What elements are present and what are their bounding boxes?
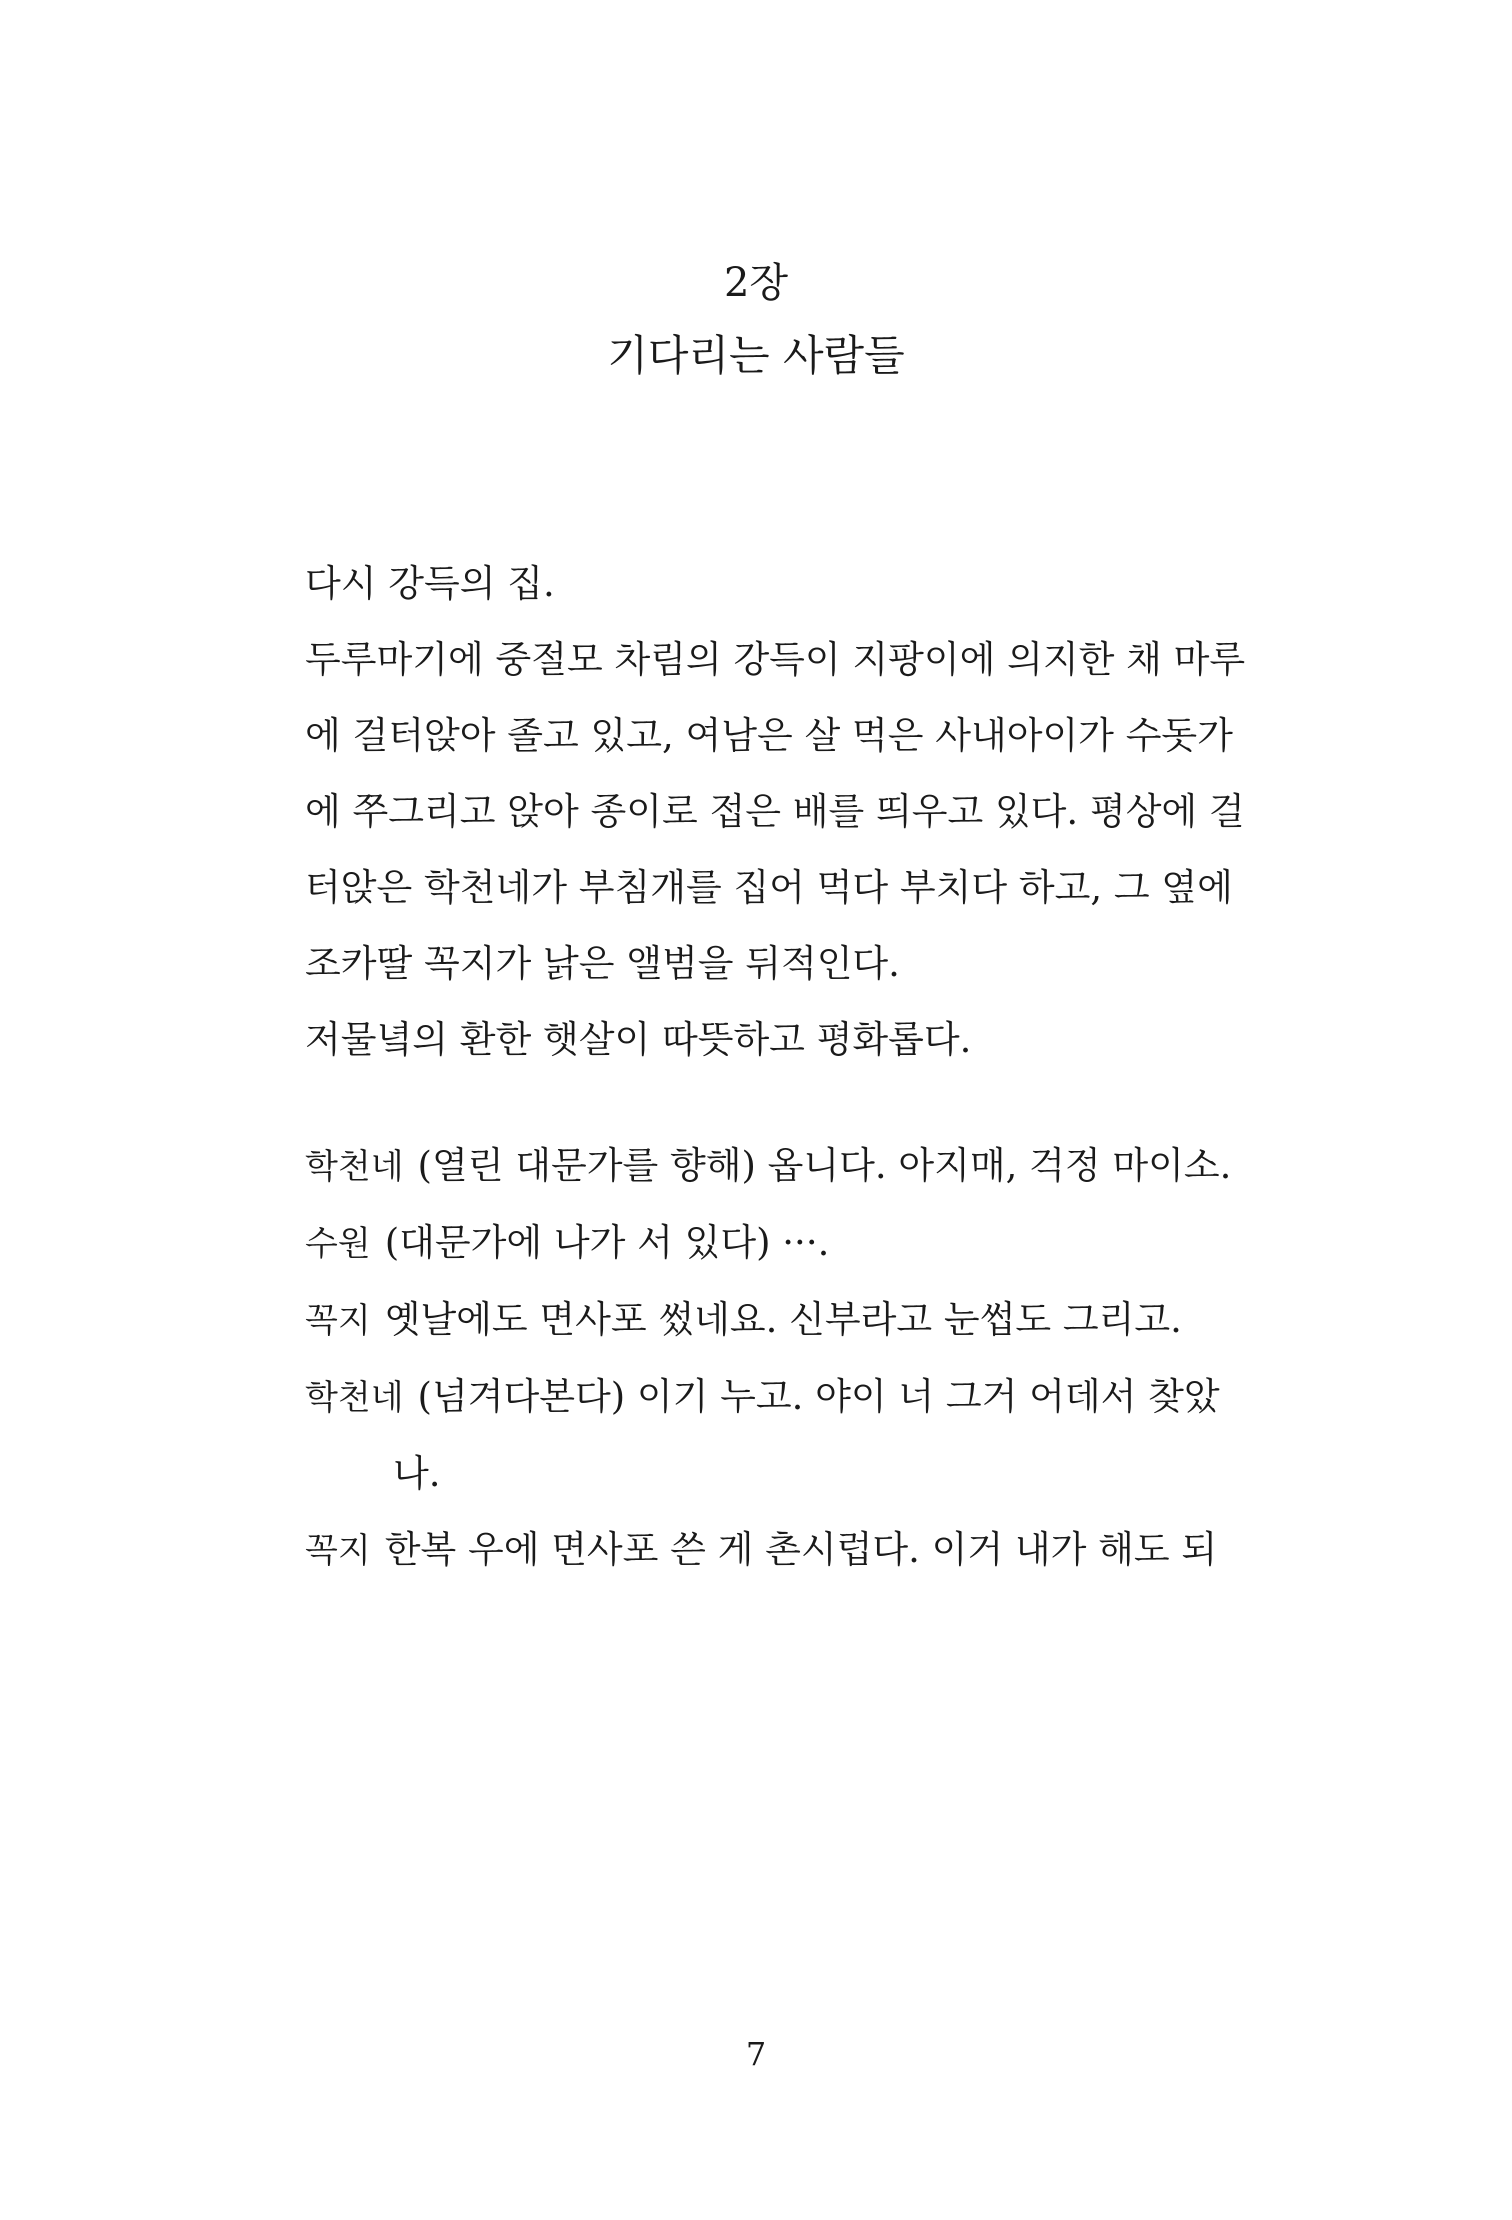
chapter-number: 2장 xyxy=(723,260,789,306)
stage-line: 에 걸터앉아 졸고 있고, 여남은 살 먹은 사내아이가 수돗가 xyxy=(305,714,1233,757)
dialogue xyxy=(305,1128,1235,1589)
dialogue-text: (넘겨다본다) 이기 누고. 야이 너 그거 어데서 찾았 xyxy=(417,1375,1220,1418)
dialogue-continuation xyxy=(305,1436,1235,1512)
stage-line: 에 쭈그리고 앉아 종이로 접은 배를 띄우고 있다. 평상에 걸 xyxy=(305,790,1245,833)
dialogue-text: 옛날에도 면사포 썼네요. 신부라고 눈썹도 그리고. xyxy=(384,1298,1182,1341)
stage-line: 저물녘의 환한 햇살이 따뜻하고 평화롭다. xyxy=(305,1018,972,1061)
speaker-name: 학천네 xyxy=(305,1378,404,1418)
dialogue-line xyxy=(305,1205,1235,1282)
speaker-name: 수원 xyxy=(305,1224,371,1264)
dialogue-text: (대문가에 나가 서 있다) ···. xyxy=(384,1221,830,1264)
chapter-title: 기다리는 사람들 xyxy=(607,331,905,380)
dialogue-line xyxy=(305,1512,1235,1589)
dialogue-line xyxy=(305,1282,1235,1359)
dialogue-text: (열린 대문가를 향해) 옵니다. 아지매, 걱정 마이소. xyxy=(417,1144,1232,1187)
dialogue-line xyxy=(305,1359,1235,1436)
stage-line: 조카딸 꼭지가 낡은 앨범을 뒤적인다. xyxy=(305,942,900,985)
page-number: 7 xyxy=(745,2035,767,2073)
stage-directions xyxy=(305,546,1246,1078)
dialogue-text: 한복 우에 면사포 쓴 게 촌시럽다. 이거 내가 해도 되 xyxy=(384,1528,1218,1571)
stage-line: 터앉은 학천네가 부침개를 집어 먹다 부치다 하고, 그 옆에 xyxy=(305,866,1233,909)
stage-line: 두루마기에 중절모 차림의 강득이 지팡이에 의지한 채 마루 xyxy=(305,638,1246,681)
dialogue-text: 나. xyxy=(393,1452,441,1495)
speaker-name: 꼭지 xyxy=(305,1301,371,1341)
stage-line: 다시 강득의 집. xyxy=(305,562,555,605)
speaker-name: 학천네 xyxy=(305,1147,404,1187)
dialogue-line xyxy=(305,1128,1235,1205)
speaker-name: 꼭지 xyxy=(305,1531,371,1571)
